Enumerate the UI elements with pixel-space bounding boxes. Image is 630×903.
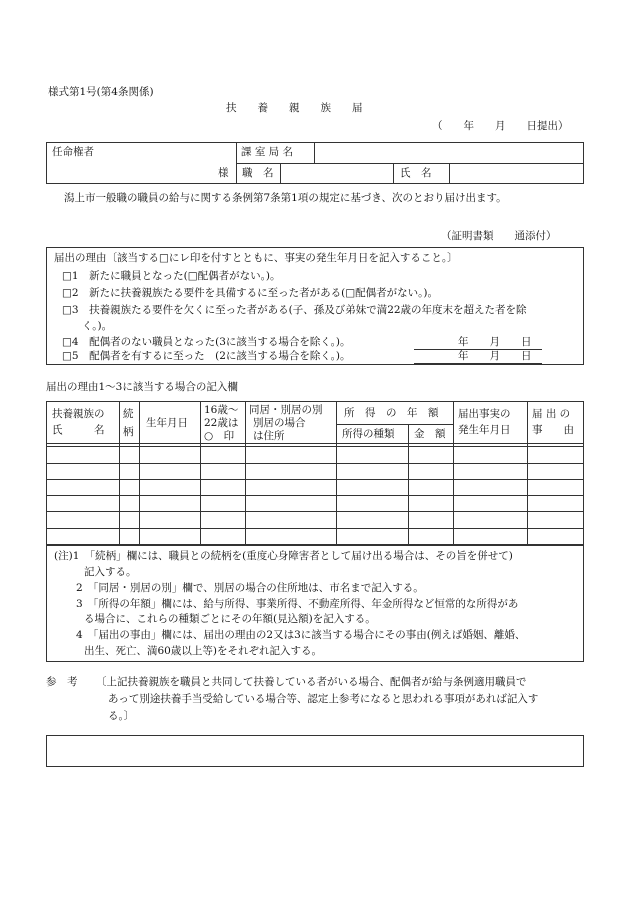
reason-date-5: 年 月 日 (458, 350, 532, 362)
reference-field[interactable] (46, 735, 584, 767)
th-residence-2: 別居の場合 (253, 417, 306, 429)
reason-date-4: 年 月 日 (458, 336, 532, 348)
th-income: 所 得 の 年 額 (344, 407, 439, 419)
page-title: 扶 養 親 族 届 (226, 102, 363, 114)
dept-field[interactable] (316, 144, 582, 162)
reference-line-1: 〔上記扶養親族を職員と共同して扶養している者がいる場合、配偶者が給与条例適用職員で (96, 676, 527, 688)
note-3-cont: る場合に、これらの種類ごとにその年額(見込額)を記入する。 (84, 613, 376, 625)
th-birthdate: 生年月日 (146, 417, 188, 429)
reason-item-5[interactable]: □5 配偶者を有するに至った (2に該当する場合を除く。)。 (62, 350, 351, 362)
th-reason-1: 届 出 の (532, 408, 571, 420)
sama-label: 様 (218, 167, 229, 179)
th-income-type: 所得の種類 (342, 428, 395, 440)
reason-heading: 届出の理由〔該当する□にレ印を付すとともに、事実の発生年月日を記入すること。〕 (54, 252, 458, 264)
note-3: 3 「所得の年額」欄には、給与所得、事業所得、不動産所得、年金所得など恒常的な所得があ (76, 598, 519, 610)
th-age-2: 22歳は (204, 417, 239, 429)
reference-line-2: あって別途扶養手当受給している場合等、認定上参考になると思われる事項があれば記入す (108, 693, 539, 705)
th-fact-date-2: 発生年月日 (458, 424, 511, 436)
dependents-table (46, 401, 584, 545)
post-field[interactable] (282, 165, 392, 183)
th-amount: 金 額 (414, 428, 446, 440)
evidence-text: （証明書類 通添付） (441, 230, 557, 242)
th-reason-2: 事 由 (532, 424, 574, 436)
th-name-1: 扶養親族の (52, 408, 105, 420)
table-caption: 届出の理由1～3に該当する場合の記入欄 (46, 381, 238, 393)
name-label: 氏 名 (400, 167, 432, 179)
note-1: (注)1 「続柄」欄には、職員との続柄を(重度心身障害者として届け出る場合は、その旨を併せて) (54, 550, 513, 562)
th-fact-date-1: 届出事実の (458, 408, 511, 420)
reference-label: 参 考 (46, 676, 78, 688)
th-name-2: 氏 名 (52, 424, 105, 436)
th-residence-1: 同居・別居の別 (249, 404, 323, 416)
post-label: 職 名 (242, 167, 274, 179)
reason-item-1[interactable]: □1 新たに職員となった(□配偶者がない。)。 (62, 270, 281, 282)
th-age-1: 16歳～ (204, 404, 239, 416)
reason-item-3[interactable]: □3 扶養親族たる要件を欠くに至った者がある(子、孫及び弟妹で満22歳の年度末を超えた者を除 (62, 304, 527, 316)
note-4-cont: 出生、死亡、満60歳以上等)をそれぞれ記入する。 (84, 645, 322, 657)
appointer-label: 任命権者 (52, 146, 94, 158)
note-2: 2 「同居・別居の別」欄で、別居の場合の住所地は、市名まで記入する。 (76, 582, 424, 594)
note-4: 4 「届出の事由」欄には、届出の理由の2又は3に該当する場合にその事由(例えば婚姻、離婚、 (76, 629, 526, 641)
th-age-3: ○ 印 (204, 430, 235, 442)
reason-item-3-cont: く。)。 (82, 320, 113, 332)
form-number: 様式第1号(第4条関係) (48, 86, 154, 98)
reference-line-3: る。〕 (108, 710, 135, 722)
reason-item-2[interactable]: □2 新たに扶養親族たる要件を具備するに至った者がある(□配偶者がない。)。 (62, 287, 438, 299)
th-relation-1: 続 (123, 408, 134, 420)
th-relation-2: 柄 (123, 426, 134, 438)
submission-date: （ 年 月 日提出） (432, 120, 569, 132)
note-1-cont: 記入する。 (84, 566, 137, 578)
name-field[interactable] (451, 165, 582, 183)
intro-text: 潟上市一般職の職員の給与に関する条例第7条第1項の規定に基づき、次のとおり届け出ます。 (64, 192, 507, 204)
th-residence-3: は住所 (253, 430, 285, 442)
reason-item-4[interactable]: □4 配偶者のない職員となった(3に該当する場合を除く。)。 (62, 336, 351, 348)
dept-label: 課 室 局 名 (241, 146, 294, 158)
